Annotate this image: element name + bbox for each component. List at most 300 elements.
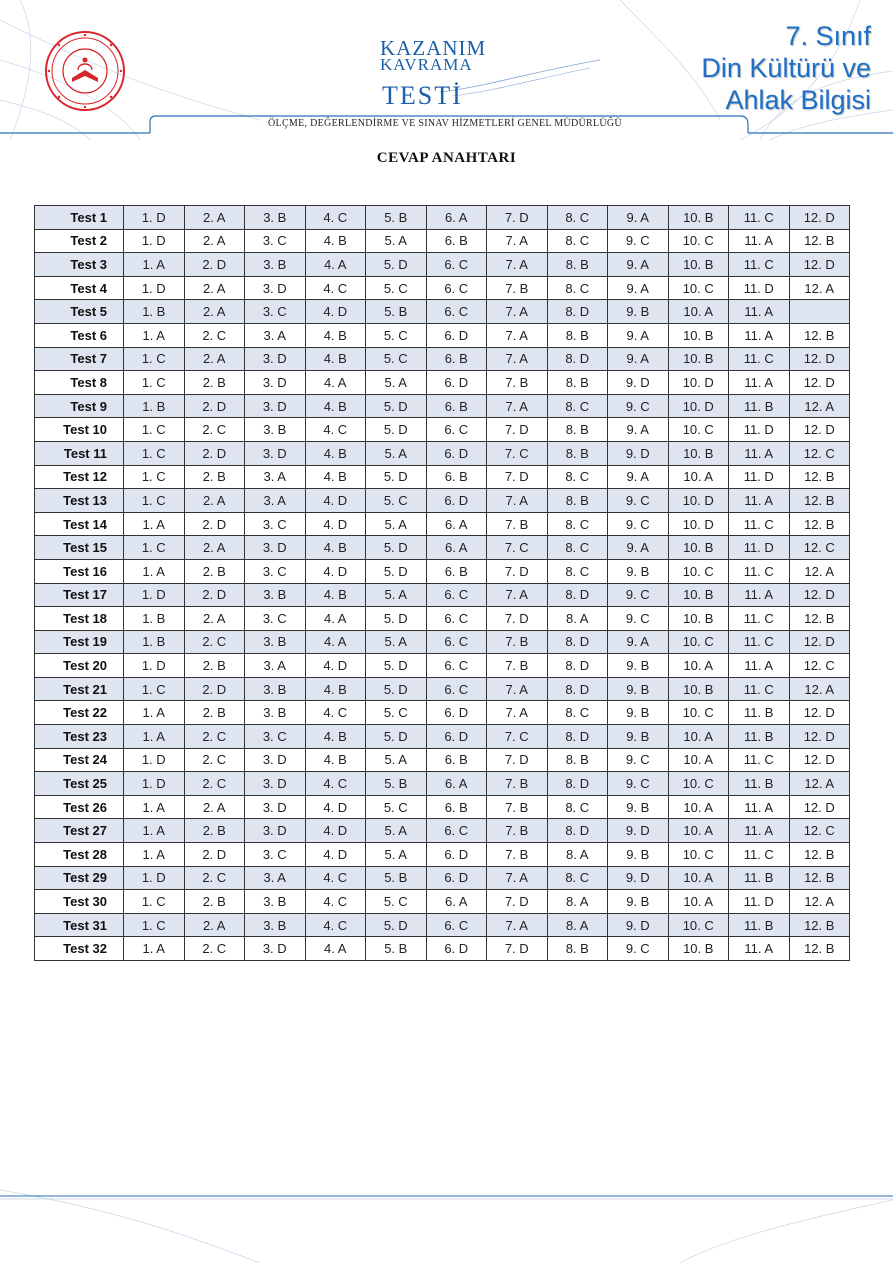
table-row (35, 489, 850, 513)
answer-cell: 5. B (366, 937, 427, 961)
answer-cell: 12. B (789, 866, 850, 890)
answer-cell: 2. A (184, 489, 245, 513)
answer-cell: 7. D (487, 937, 548, 961)
answer-cell: 4. D (305, 843, 366, 867)
answer-cell: 8. C (547, 795, 608, 819)
answer-cell: 1. A (124, 253, 185, 277)
answer-cell: 10. B (668, 937, 729, 961)
answer-cell: 3. A (245, 323, 306, 347)
table-row (35, 843, 850, 867)
answer-cell: 1. A (124, 819, 185, 843)
answer-cell: 3. D (245, 536, 306, 560)
answer-cell: 1. B (124, 630, 185, 654)
answer-cell: 11. A (729, 489, 790, 513)
answer-cell: 7. A (487, 583, 548, 607)
answer-cell: 2. B (184, 654, 245, 678)
answer-cell: 12. C (789, 654, 850, 678)
answer-cell: 7. B (487, 795, 548, 819)
answer-cell: 9. A (608, 276, 669, 300)
answer-cell: 11. C (729, 559, 790, 583)
answer-cell: 10. A (668, 795, 729, 819)
answer-cell: 4. C (305, 913, 366, 937)
answer-cell: 5. D (366, 394, 427, 418)
answer-cell: 5. C (366, 701, 427, 725)
ministry-name: ÖLÇME, DEĞERLENDİRME VE SINAV HİZMETLERİ GENEL MÜDÜRLÜĞÜ (268, 118, 622, 129)
table-row (35, 795, 850, 819)
table-row (35, 559, 850, 583)
answer-cell: 5. D (366, 465, 427, 489)
answer-cell: 7. B (487, 654, 548, 678)
answer-cell: 11. C (729, 253, 790, 277)
answer-cell: 1. D (124, 748, 185, 772)
answer-cell: 4. B (305, 536, 366, 560)
answer-cell: 8. B (547, 253, 608, 277)
answer-cell: 5. D (366, 677, 427, 701)
answer-cell: 9. B (608, 654, 669, 678)
answer-cell: 10. C (668, 276, 729, 300)
answer-cell: 1. A (124, 701, 185, 725)
answer-cell: 1. C (124, 418, 185, 442)
test-name-cell: Test 15 (35, 536, 124, 560)
answer-cell: 1. B (124, 394, 185, 418)
answer-cell: 12. B (789, 323, 850, 347)
table-row (35, 677, 850, 701)
answer-cell: 9. A (608, 347, 669, 371)
answer-cell: 1. C (124, 441, 185, 465)
test-name-cell: Test 8 (35, 371, 124, 395)
answer-cell: 8. D (547, 630, 608, 654)
answer-cell: 7. A (487, 253, 548, 277)
answer-cell: 10. A (668, 748, 729, 772)
answer-cell: 4. B (305, 725, 366, 749)
answer-cell: 2. C (184, 418, 245, 442)
answer-cell: 9. D (608, 866, 669, 890)
answer-cell: 12. A (789, 890, 850, 914)
answer-cell: 1. B (124, 607, 185, 631)
answer-cell: 6. D (426, 725, 487, 749)
answer-cell: 1. D (124, 229, 185, 253)
answer-cell: 5. D (366, 253, 427, 277)
answer-cell: 3. A (245, 465, 306, 489)
answer-cell: 4. B (305, 583, 366, 607)
answer-cell: 6. C (426, 418, 487, 442)
answer-cell: 12. D (789, 418, 850, 442)
answer-cell: 1. C (124, 890, 185, 914)
answer-cell: 2. A (184, 300, 245, 324)
answer-cell: 5. A (366, 583, 427, 607)
table-row (35, 441, 850, 465)
answer-cell: 3. D (245, 371, 306, 395)
answer-cell: 3. D (245, 394, 306, 418)
answer-cell: 5. D (366, 559, 427, 583)
answer-cell: 9. C (608, 607, 669, 631)
answer-cell: 3. A (245, 654, 306, 678)
answer-cell: 9. A (608, 253, 669, 277)
answer-cell: 4. D (305, 795, 366, 819)
answer-cell: 9. D (608, 913, 669, 937)
answer-cell: 4. D (305, 819, 366, 843)
test-name-cell: Test 4 (35, 276, 124, 300)
answer-cell: 4. B (305, 229, 366, 253)
answer-cell: 12. C (789, 441, 850, 465)
table-row (35, 583, 850, 607)
answer-cell: 8. C (547, 559, 608, 583)
answer-cell: 7. D (487, 559, 548, 583)
answer-cell: 2. C (184, 866, 245, 890)
answer-cell: 10. B (668, 253, 729, 277)
test-name-cell: Test 18 (35, 607, 124, 631)
answer-cell: 8. D (547, 583, 608, 607)
answer-cell: 4. B (305, 347, 366, 371)
answer-cell: 12. B (789, 937, 850, 961)
answer-cell: 6. A (426, 772, 487, 796)
answer-cell: 4. C (305, 206, 366, 230)
answer-cell: 2. D (184, 583, 245, 607)
answer-cell: 4. A (305, 253, 366, 277)
answer-cell: 8. C (547, 229, 608, 253)
answer-cell: 3. B (245, 701, 306, 725)
answer-cell: 2. B (184, 559, 245, 583)
table-row (35, 418, 850, 442)
answer-cell: 9. B (608, 843, 669, 867)
answer-cell: 6. C (426, 630, 487, 654)
answer-cell: 9. B (608, 559, 669, 583)
answer-cell: 5. A (366, 441, 427, 465)
test-name-cell: Test 27 (35, 819, 124, 843)
answer-cell: 12. D (789, 630, 850, 654)
answer-cell: 7. B (487, 512, 548, 536)
answer-cell: 3. B (245, 253, 306, 277)
answer-cell: 4. D (305, 512, 366, 536)
answer-cell: 8. B (547, 323, 608, 347)
answer-cell: 11. D (729, 465, 790, 489)
answer-cell: 2. A (184, 607, 245, 631)
answer-cell: 9. D (608, 819, 669, 843)
answer-cell: 12. D (789, 795, 850, 819)
answer-cell: 3. B (245, 206, 306, 230)
answer-cell: 6. A (426, 536, 487, 560)
answer-cell: 8. C (547, 206, 608, 230)
answer-cell: 12. D (789, 748, 850, 772)
answer-cell: 5. D (366, 654, 427, 678)
answer-cell: 11. D (729, 276, 790, 300)
answer-cell: 1. A (124, 323, 185, 347)
answer-cell: 4. A (305, 630, 366, 654)
test-name-cell: Test 19 (35, 630, 124, 654)
answer-cell: 10. D (668, 512, 729, 536)
answer-cell: 10. B (668, 583, 729, 607)
answer-cell: 7. D (487, 206, 548, 230)
answer-cell: 3. D (245, 276, 306, 300)
answer-cell: 11. A (729, 229, 790, 253)
answer-cell: 1. C (124, 536, 185, 560)
answer-cell: 10. C (668, 913, 729, 937)
table-row (35, 748, 850, 772)
answer-cell: 10. A (668, 654, 729, 678)
answer-cell: 7. B (487, 772, 548, 796)
answer-cell: 9. A (608, 465, 669, 489)
answer-cell: 6. D (426, 441, 487, 465)
answer-cell: 12. C (789, 536, 850, 560)
answer-cell: 8. D (547, 772, 608, 796)
answer-cell: 3. C (245, 607, 306, 631)
brand-kavrama: KAVRAMA (380, 55, 473, 74)
answer-cell: 8. D (547, 654, 608, 678)
answer-cell: 2. D (184, 394, 245, 418)
answer-cell: 7. A (487, 323, 548, 347)
answer-cell: 11. C (729, 677, 790, 701)
answer-cell: 11. C (729, 630, 790, 654)
table-row (35, 394, 850, 418)
answer-cell: 12. B (789, 229, 850, 253)
answer-cell: 6. B (426, 229, 487, 253)
test-name-cell: Test 10 (35, 418, 124, 442)
answer-cell: 3. A (245, 489, 306, 513)
table-row (35, 654, 850, 678)
answer-cell: 10. D (668, 394, 729, 418)
answer-cell: 3. B (245, 677, 306, 701)
answer-cell: 1. A (124, 559, 185, 583)
answer-cell: 7. D (487, 748, 548, 772)
answer-cell: 1. A (124, 795, 185, 819)
answer-cell: 2. C (184, 725, 245, 749)
answer-cell: 2. B (184, 371, 245, 395)
answer-cell: 6. A (426, 206, 487, 230)
answer-cell: 1. A (124, 843, 185, 867)
answer-cell: 10. C (668, 772, 729, 796)
answer-cell: 4. B (305, 465, 366, 489)
answer-cell: 11. D (729, 418, 790, 442)
answer-cell: 5. C (366, 347, 427, 371)
answer-cell: 12. D (789, 583, 850, 607)
answer-cell: 8. C (547, 465, 608, 489)
answer-cell: 6. C (426, 819, 487, 843)
table-row (35, 866, 850, 890)
answer-cell: 4. C (305, 701, 366, 725)
answer-cell: 4. A (305, 607, 366, 631)
answer-cell: 11. A (729, 654, 790, 678)
answer-cell: 5. C (366, 276, 427, 300)
table-row (35, 819, 850, 843)
answer-cell: 8. A (547, 607, 608, 631)
answer-cell: 11. C (729, 206, 790, 230)
test-name-cell: Test 7 (35, 347, 124, 371)
brand-wordmark (380, 36, 500, 110)
answer-cell: 12. D (789, 701, 850, 725)
answer-cell: 3. B (245, 418, 306, 442)
answer-cell: 5. B (366, 300, 427, 324)
answer-cell: 5. C (366, 795, 427, 819)
answer-cell: 5. A (366, 819, 427, 843)
answer-cell: 9. A (608, 418, 669, 442)
test-name-cell: Test 2 (35, 229, 124, 253)
answer-cell: 12. A (789, 677, 850, 701)
answer-cell: 4. B (305, 441, 366, 465)
answer-cell: 12. D (789, 206, 850, 230)
answer-cell: 7. A (487, 677, 548, 701)
answer-cell: 5. A (366, 229, 427, 253)
answer-cell: 9. C (608, 772, 669, 796)
answer-cell: 7. D (487, 418, 548, 442)
answer-cell: 11. C (729, 347, 790, 371)
answer-cell: 12. D (789, 347, 850, 371)
answer-cell: 3. B (245, 890, 306, 914)
answer-cell: 1. D (124, 654, 185, 678)
answer-cell: 2. B (184, 890, 245, 914)
answer-cell: 5. A (366, 630, 427, 654)
answer-key-body (35, 206, 850, 961)
table-row (35, 913, 850, 937)
table-row (35, 347, 850, 371)
answer-cell: 7. C (487, 441, 548, 465)
answer-cell: 6. A (426, 512, 487, 536)
answer-cell: 6. C (426, 677, 487, 701)
answer-cell: 8. D (547, 725, 608, 749)
answer-cell: 8. D (547, 819, 608, 843)
answer-cell: 1. B (124, 300, 185, 324)
answer-cell: 3. B (245, 913, 306, 937)
subject-line-course: Din Kültürü ve (701, 53, 871, 83)
answer-cell: 11. B (729, 394, 790, 418)
answer-cell: 6. D (426, 489, 487, 513)
answer-cell: 2. B (184, 465, 245, 489)
answer-cell: 7. C (487, 536, 548, 560)
table-row (35, 371, 850, 395)
table-row (35, 512, 850, 536)
answer-cell: 6. B (426, 394, 487, 418)
answer-cell: 9. B (608, 795, 669, 819)
answer-cell: 5. A (366, 371, 427, 395)
answer-cell: 12. A (789, 559, 850, 583)
answer-cell: 4. D (305, 300, 366, 324)
answer-cell: 9. B (608, 701, 669, 725)
answer-cell: 3. A (245, 866, 306, 890)
answer-cell: 9. C (608, 583, 669, 607)
answer-cell: 12. B (789, 465, 850, 489)
answer-cell: 3. D (245, 347, 306, 371)
table-row (35, 536, 850, 560)
test-name-cell: Test 28 (35, 843, 124, 867)
table-row (35, 607, 850, 631)
answer-cell: 2. D (184, 253, 245, 277)
answer-cell: 10. D (668, 371, 729, 395)
answer-cell: 6. B (426, 347, 487, 371)
brand-testi: TESTİ (382, 81, 463, 110)
table-row (35, 253, 850, 277)
table-row (35, 323, 850, 347)
answer-cell: 4. C (305, 890, 366, 914)
answer-cell: 2. B (184, 819, 245, 843)
answer-cell: 3. B (245, 583, 306, 607)
answer-cell: 10. B (668, 323, 729, 347)
answer-cell: 11. B (729, 701, 790, 725)
test-name-cell: Test 23 (35, 725, 124, 749)
answer-cell: 8. C (547, 276, 608, 300)
answer-cell: 12. B (789, 913, 850, 937)
table-row (35, 229, 850, 253)
answer-cell: 12. B (789, 607, 850, 631)
answer-cell: 7. A (487, 347, 548, 371)
answer-cell: 1. C (124, 489, 185, 513)
test-name-cell: Test 13 (35, 489, 124, 513)
test-name-cell: Test 32 (35, 937, 124, 961)
answer-cell: 11. B (729, 913, 790, 937)
answer-cell: 3. B (245, 630, 306, 654)
test-name-cell: Test 31 (35, 913, 124, 937)
answer-cell: 2. D (184, 677, 245, 701)
answer-cell: 5. A (366, 843, 427, 867)
answer-cell: 5. D (366, 725, 427, 749)
answer-cell: 3. C (245, 300, 306, 324)
answer-cell: 5. B (366, 866, 427, 890)
answer-cell: 12. D (789, 725, 850, 749)
answer-cell: 3. D (245, 795, 306, 819)
answer-cell: 10. A (668, 819, 729, 843)
test-name-cell: Test 11 (35, 441, 124, 465)
answer-cell: 2. A (184, 536, 245, 560)
answer-cell: 1. A (124, 512, 185, 536)
answer-cell: 3. C (245, 843, 306, 867)
answer-cell: 7. B (487, 630, 548, 654)
answer-cell: 5. A (366, 748, 427, 772)
answer-cell: 3. C (245, 725, 306, 749)
answer-cell: 6. B (426, 465, 487, 489)
answer-cell: 8. D (547, 300, 608, 324)
answer-cell: 11. B (729, 725, 790, 749)
answer-cell: 11. A (729, 441, 790, 465)
answer-cell: 1. C (124, 347, 185, 371)
answer-cell: 7. D (487, 465, 548, 489)
answer-cell: 2. A (184, 276, 245, 300)
answer-cell: 9. D (608, 441, 669, 465)
answer-cell: 12. A (789, 276, 850, 300)
page-title: CEVAP ANAHTARI (376, 150, 517, 166)
answer-cell: 3. D (245, 937, 306, 961)
answer-cell: 7. C (487, 725, 548, 749)
answer-cell: 2. D (184, 843, 245, 867)
answer-cell: 2. C (184, 748, 245, 772)
answer-cell: 6. D (426, 866, 487, 890)
answer-cell: 1. D (124, 772, 185, 796)
answer-cell: 9. C (608, 512, 669, 536)
answer-cell: 8. B (547, 937, 608, 961)
answer-cell: 1. C (124, 465, 185, 489)
answer-cell: 1. D (124, 276, 185, 300)
answer-cell: 12. A (789, 772, 850, 796)
answer-cell: 1. C (124, 913, 185, 937)
answer-cell: 6. B (426, 795, 487, 819)
answer-cell: 6. A (426, 890, 487, 914)
answer-cell: 11. C (729, 607, 790, 631)
test-name-cell: Test 3 (35, 253, 124, 277)
answer-cell: 1. A (124, 725, 185, 749)
answer-key-table (34, 205, 850, 961)
answer-cell: 11. A (729, 583, 790, 607)
answer-cell: 2. C (184, 630, 245, 654)
answer-cell: 10. A (668, 890, 729, 914)
subject-line-course-2: Ahlak Bilgisi (725, 85, 871, 115)
answer-cell: 11. C (729, 748, 790, 772)
answer-cell: 1. A (124, 937, 185, 961)
answer-cell: 5. B (366, 206, 427, 230)
answer-cell: 10. A (668, 465, 729, 489)
answer-cell: 6. D (426, 937, 487, 961)
answer-cell: 7. A (487, 913, 548, 937)
answer-cell: 11. D (729, 536, 790, 560)
answer-cell: 10. A (668, 300, 729, 324)
answer-cell: 4. B (305, 677, 366, 701)
answer-cell: 3. C (245, 512, 306, 536)
